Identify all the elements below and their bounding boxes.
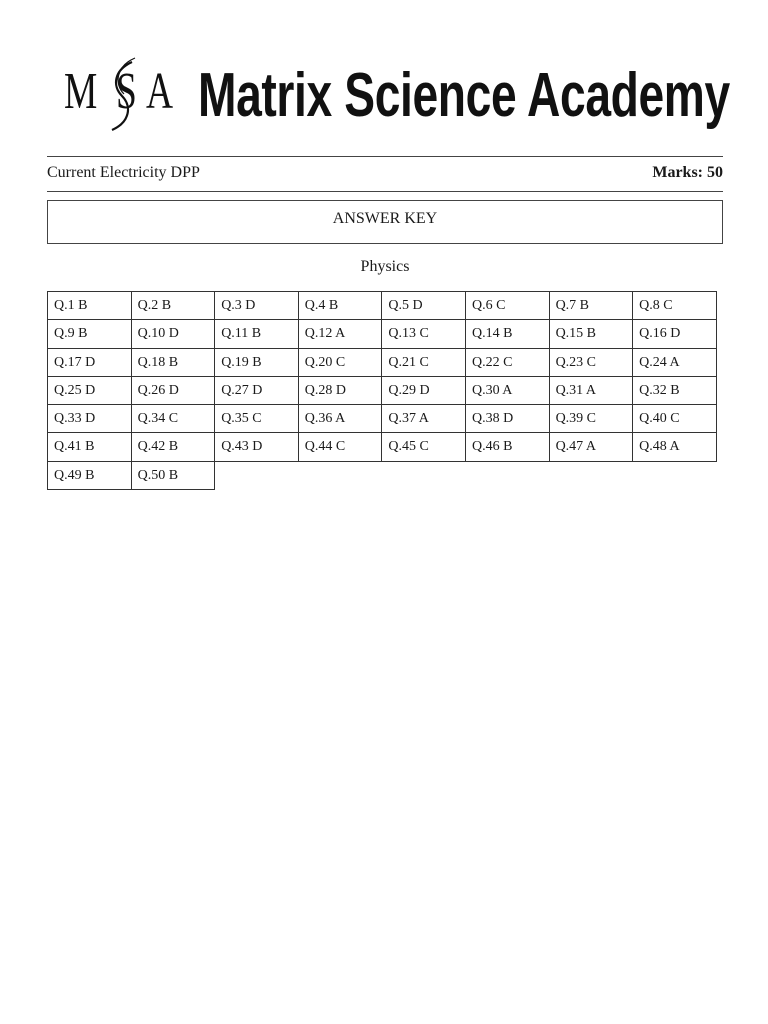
answer-cell: Q.25 D xyxy=(47,376,132,405)
answer-cell: Q.49 B xyxy=(47,461,132,490)
answer-row xyxy=(47,349,724,377)
answer-cell: Q.45 C xyxy=(381,432,466,461)
msa-monogram xyxy=(62,56,182,136)
answer-cell: Q.18 B xyxy=(131,348,216,377)
answer-cell: Q.1 B xyxy=(47,291,132,320)
document-title: Current Electricity DPP xyxy=(47,164,200,181)
logo-initial-a: A xyxy=(146,63,174,120)
answer-cell: Q.33 D xyxy=(47,404,132,433)
answer-cell: Q.2 B xyxy=(131,291,216,320)
answer-cell: Q.48 A xyxy=(632,432,717,461)
answer-cell: Q.28 D xyxy=(298,376,383,405)
answer-key-table xyxy=(47,292,724,490)
answer-cell: Q.10 D xyxy=(131,319,216,348)
answer-cell: Q.7 B xyxy=(549,291,634,320)
answer-cell: Q.41 B xyxy=(47,432,132,461)
answer-cell: Q.47 A xyxy=(549,432,634,461)
header-divider-bottom xyxy=(47,191,723,192)
answer-cell: Q.24 A xyxy=(632,348,717,377)
answer-cell: Q.4 B xyxy=(298,291,383,320)
answer-row xyxy=(47,433,724,461)
total-marks: Marks: 50 xyxy=(652,164,723,181)
answer-row xyxy=(47,320,724,348)
answer-cell: Q.5 D xyxy=(381,291,466,320)
answer-cell: Q.30 A xyxy=(465,376,550,405)
answer-cell: Q.27 D xyxy=(214,376,299,405)
answer-cell: Q.23 C xyxy=(549,348,634,377)
answer-cell: Q.13 C xyxy=(381,319,466,348)
answer-cell: Q.38 D xyxy=(465,404,550,433)
answer-cell: Q.35 C xyxy=(214,404,299,433)
answer-cell: Q.21 C xyxy=(381,348,466,377)
logo-initial-s: S xyxy=(116,63,137,120)
answer-cell: Q.46 B xyxy=(465,432,550,461)
answer-cell: Q.16 D xyxy=(632,319,717,348)
answer-cell: Q.26 D xyxy=(131,376,216,405)
section-title: Physics xyxy=(360,258,410,275)
answer-cell: Q.12 A xyxy=(298,319,383,348)
answer-cell: Q.42 B xyxy=(131,432,216,461)
logo-initial-m: M xyxy=(64,63,98,120)
answer-cell: Q.20 C xyxy=(298,348,383,377)
answer-cell: Q.37 A xyxy=(381,404,466,433)
answer-cell: Q.31 A xyxy=(549,376,634,405)
header-divider-top xyxy=(47,156,723,157)
answer-cell: Q.36 A xyxy=(298,404,383,433)
answer-row xyxy=(47,405,724,433)
answer-cell: Q.15 B xyxy=(549,319,634,348)
answer-cell: Q.40 C xyxy=(632,404,717,433)
answer-row xyxy=(47,377,724,405)
academy-name: Matrix Science Academy xyxy=(198,61,730,130)
answer-cell: Q.22 C xyxy=(465,348,550,377)
document-header xyxy=(47,161,723,185)
answer-cell: Q.44 C xyxy=(298,432,383,461)
answer-cell: Q.8 C xyxy=(632,291,717,320)
answer-cell: Q.39 C xyxy=(549,404,634,433)
answer-cell: Q.14 B xyxy=(465,319,550,348)
answer-key-heading: ANSWER KEY xyxy=(47,200,723,244)
answer-cell: Q.34 C xyxy=(131,404,216,433)
answer-row xyxy=(47,462,724,490)
answer-cell: Q.29 D xyxy=(381,376,466,405)
answer-cell: Q.9 B xyxy=(47,319,132,348)
answer-cell: Q.32 B xyxy=(632,376,717,405)
answer-row xyxy=(47,292,724,320)
answer-cell: Q.17 D xyxy=(47,348,132,377)
answer-cell: Q.6 C xyxy=(465,291,550,320)
answer-cell: Q.50 B xyxy=(131,461,216,490)
answer-cell: Q.11 B xyxy=(214,319,299,348)
answer-cell: Q.3 D xyxy=(214,291,299,320)
answer-cell: Q.43 D xyxy=(214,432,299,461)
answer-cell: Q.19 B xyxy=(214,348,299,377)
academy-logo xyxy=(62,56,730,136)
